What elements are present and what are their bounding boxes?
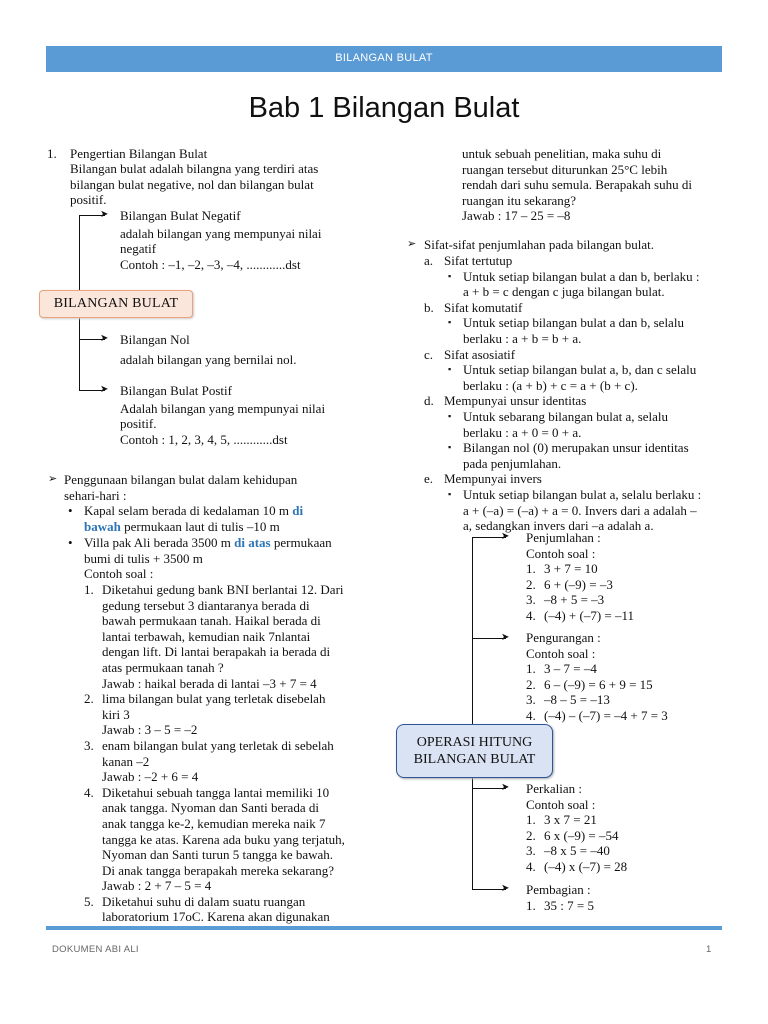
question-item (84, 894, 362, 925)
question-number: 1. (84, 582, 94, 597)
properties-list (424, 253, 722, 534)
pencil-arrow-icon: ➤ (501, 782, 510, 793)
question-line: laboratorium 17oC. Karena akan digunakan (102, 909, 330, 925)
question-line: enam bilangan bulat yang terletak di sebelah (102, 737, 334, 753)
subtraction-block (526, 630, 722, 724)
property-line: Bilangan nol (0) merupakan unsur identitas (463, 440, 689, 456)
property-title: Mempunyai unsur identitas (444, 393, 587, 409)
example-heading: Contoh soal : (526, 645, 596, 661)
question-line: untuk sebuah penelitian, maka suhu di (462, 146, 662, 161)
property-title: Mempunyai invers (444, 471, 542, 487)
item-number: 4. (526, 858, 536, 874)
negative-line: adalah bilangan yang mempunyai nilai (120, 225, 322, 241)
operation-box (396, 724, 553, 778)
positive-line: Adalah bilangan yang mempunyai nilai (120, 400, 326, 416)
usage-example-2 (84, 535, 362, 582)
question-line: bawah permukaan tanah. Haikal berada di (102, 613, 321, 629)
multiplication-block (526, 781, 722, 875)
square-bullet-icon: ▪ (448, 270, 452, 281)
question-number: 2. (84, 691, 94, 707)
question-line: ruangan tersebut diturunkan 25°C lebih (462, 161, 668, 177)
item-number: 3. (526, 692, 536, 708)
tree-trunk-line (472, 537, 473, 724)
question-line: ruangan itu sekarang? (462, 192, 577, 208)
property-item (424, 300, 722, 347)
property-line: a, sedangkan invers dari –a adalah a. (463, 518, 654, 534)
property-line: Untuk sebarang bilangan bulat a, selalu (463, 408, 669, 424)
example-text: Kapal selam berada di kedalaman 10 m (84, 503, 290, 518)
property-item (424, 471, 722, 533)
property-line: berlaku : a + 0 = 0 + a. (463, 424, 582, 440)
header-title: BILANGAN BULAT (335, 52, 433, 65)
answer-line: Jawab : 3 – 5 = –2 (102, 722, 198, 738)
property-line: Untuk setiap bilangan bulat a, selalu berlaku : (463, 486, 702, 502)
arrow-bullet-icon: ➢ (407, 238, 417, 250)
question-line: rendah dari suhu semula. Berapakah suhu di (462, 177, 692, 193)
question-number: 5. (84, 893, 94, 909)
answer-line: Jawab : –2 + 6 = 4 (102, 769, 199, 785)
example-item: 35 : 7 = 5 (544, 897, 594, 913)
question-item (84, 738, 362, 785)
square-bullet-icon: ▪ (448, 442, 452, 453)
item-number: 1. (526, 897, 536, 913)
zero-title: Bilangan Nol (120, 332, 190, 347)
property-line: pada penjumlahan. (463, 455, 562, 471)
bullet-dot-icon: • (68, 503, 73, 518)
example-item: 3 – 7 = –4 (544, 661, 597, 677)
operation-title: Pengurangan : (526, 630, 601, 645)
example-text: bumi di tulis + 3500 m (84, 550, 203, 566)
section-number: 1. (47, 146, 57, 161)
pencil-arrow-icon: ➤ (501, 632, 510, 643)
answer-line: Jawab : 2 + 7 – 5 = 4 (102, 878, 212, 894)
question-line: Nyoman dan Santi turun 5 tangga ke bawah. (102, 847, 334, 863)
usage-heading (64, 472, 364, 503)
example-item: –8 + 5 = –3 (544, 592, 605, 608)
property-letter: d. (424, 393, 434, 409)
box-label: BILANGAN BULAT (413, 752, 536, 767)
property-item (424, 253, 722, 300)
property-item (424, 393, 722, 471)
question-item (84, 582, 362, 691)
property-line: berlaku : a + b = b + a. (463, 330, 582, 346)
property-line: a + b = c dengan c juga bilangan bulat. (463, 284, 665, 300)
question-line: Di anak tangga berapakah mereka sekarang? (102, 862, 335, 878)
example-heading: Contoh soal : (526, 796, 596, 812)
example-heading: Contoh soal : (526, 545, 596, 561)
page-number: 1 (706, 944, 712, 955)
highlight-text: di atas (234, 535, 271, 550)
question-item (84, 691, 362, 738)
property-line: berlaku : (a + b) + c = a + (b + c). (463, 377, 638, 393)
zero-line: adalah bilangan yang bernilai nol. (120, 351, 297, 367)
question-line: anak tangga ke-2, kemudian mereka naik 7 (102, 815, 326, 831)
item-number: 1. (526, 661, 536, 677)
square-bullet-icon: ▪ (448, 317, 452, 328)
positive-example: Contoh : 1, 2, 3, 4, 5, ............dst (120, 431, 288, 447)
positive-title: Bilangan Bulat Postif (120, 383, 232, 398)
item-number: 2. (526, 827, 536, 843)
example-item: 6 x (–9) = –54 (544, 827, 619, 843)
example-text: Villa pak Ali berada 3500 m (84, 535, 231, 550)
usage-line: Penggunaan bilangan bulat dalam kehidupan (64, 472, 298, 487)
tree-trunk-line (472, 776, 473, 889)
question-line: gedung tersebut 3 diantaranya berada di (102, 597, 310, 613)
item-number: 1. (526, 812, 536, 828)
arrow-head-icon: ➤ (100, 384, 109, 395)
box-label: BILANGAN BULAT (53, 296, 179, 312)
example-item: 6 + (–9) = –3 (544, 576, 613, 592)
property-item (424, 347, 722, 394)
negative-block (120, 208, 360, 272)
example-item: 3 + 7 = 10 (544, 561, 598, 577)
property-line: a + (–a) = (–a) + a = 0. Invers dari a adalah – (463, 502, 697, 518)
footer-document-name: DOKUMEN ABI ALI (52, 944, 139, 955)
positive-line: positif. (120, 416, 157, 432)
square-bullet-icon: ▪ (448, 410, 452, 421)
square-bullet-icon: ▪ (448, 488, 452, 499)
question-line: atas permukaan tanah ? (102, 659, 224, 675)
item-number: 2. (526, 576, 536, 592)
answer-line: Jawab : haikal berada di lantai –3 + 7 = 4 (102, 675, 317, 691)
page-title: Bab 1 Bilangan Bulat (248, 92, 520, 124)
positive-block (120, 383, 360, 447)
property-letter: c. (424, 346, 434, 362)
highlight-text: di (292, 503, 304, 518)
question-line: anak tangga. Nyoman dan Santi berada di (102, 800, 319, 816)
question-continuation (462, 146, 721, 224)
question-line: Diketahui suhu di dalam suatu ruangan (102, 893, 306, 909)
operation-title: Pembagian : (526, 882, 591, 897)
footer-bar (46, 926, 722, 930)
pencil-arrow-icon: ➤ (501, 531, 510, 542)
example-item: –8 – 5 = –13 (544, 692, 610, 708)
question-number: 3. (84, 737, 94, 753)
example-text: permukaan laut di tulis –10 m (124, 518, 280, 534)
property-title: Sifat tertutup (444, 253, 513, 268)
operation-title: Perkalian : (526, 781, 582, 796)
question-line: lantai terbawah, kemudian naik 7nlantai (102, 628, 311, 644)
pencil-arrow-icon: ➤ (501, 883, 510, 894)
division-block (526, 882, 722, 913)
example-item: (–4) x (–7) = 28 (544, 858, 628, 874)
question-line: tangga ke atas. Karena ada buku yang terjatuh, (102, 831, 345, 847)
section-title: Pengertian Bilangan Bulat (70, 146, 208, 161)
definition-line: Bilangan bulat adalah bilangna yang terdiri atas (70, 161, 319, 176)
item-number: 3. (526, 843, 536, 859)
arrow-head-icon: ➤ (100, 209, 109, 220)
example-heading: Contoh soal : (84, 566, 154, 582)
negative-example: Contoh : –1, –2, –3, –4, ............dst (120, 256, 301, 272)
bilangan-bulat-box (39, 290, 193, 318)
item-number: 4. (526, 607, 536, 623)
question-line: dengan lift. Di lantai berapakah ia berada di (102, 644, 331, 660)
example-item: 3 x 7 = 21 (544, 812, 597, 828)
bullet-dot-icon: • (68, 535, 73, 550)
item-number: 3. (526, 592, 536, 608)
example-item: (–4) + (–7) = –11 (544, 607, 634, 623)
question-list (84, 582, 362, 925)
property-line: Untuk setiap bilangan bulat a dan b, selalu (463, 315, 684, 331)
property-title: Sifat komutatif (444, 299, 523, 315)
square-bullet-icon: ▪ (448, 364, 452, 375)
definition-text (70, 161, 361, 208)
zero-block (120, 332, 360, 367)
definition-line: bilangan bulat negative, nol dan bilangan bulat (70, 176, 314, 192)
question-number: 4. (84, 784, 94, 800)
answer-line: Jawab : 17 – 25 = –8 (462, 208, 571, 224)
operation-title: Penjumlahan : (526, 530, 601, 545)
question-line: kiri 3 (102, 706, 130, 722)
item-number: 4. (526, 707, 536, 723)
property-title: Sifat asosiatif (444, 346, 516, 362)
highlight-text: bawah (84, 518, 121, 534)
definition-line: positif. (70, 192, 107, 208)
question-line: Diketahui gedung bank BNI berlantai 12. Dari (102, 582, 344, 597)
property-line: Untuk setiap bilangan bulat a, b, dan c selalu (463, 362, 697, 378)
question-line: lima bilangan bulat yang terletak disebelah (102, 691, 326, 707)
negative-line: negatif (120, 241, 157, 257)
box-label: OPERASI HITUNG (416, 735, 533, 750)
question-line: kanan –2 (102, 753, 150, 769)
question-line: Diketahui sebuah tangga lantai memiliki 10 (102, 784, 330, 800)
property-line: Untuk setiap bilangan bulat a dan b, berlaku : (463, 268, 700, 284)
usage-example-1 (84, 503, 362, 534)
property-letter: e. (424, 471, 434, 487)
properties-heading: Sifat-sifat penjumlahan pada bilangan bulat. (424, 237, 654, 252)
example-item: 6 – (–9) = 6 + 9 = 15 (544, 676, 653, 692)
example-item: –8 x 5 = –40 (544, 843, 610, 859)
property-letter: a. (424, 253, 434, 268)
header-bar (46, 46, 722, 72)
arrow-head-icon: ➤ (100, 333, 109, 344)
example-text: permukaan (273, 535, 332, 550)
usage-line: sehari-hari : (64, 487, 127, 503)
question-item (84, 785, 362, 894)
property-letter: b. (424, 299, 434, 315)
item-number: 2. (526, 676, 536, 692)
addition-block (526, 530, 722, 624)
negative-title: Bilangan Bulat Negatif (120, 208, 241, 223)
arrow-bullet-icon: ➢ (48, 473, 58, 485)
example-item: (–4) – (–7) = –4 + 7 = 3 (544, 707, 668, 723)
item-number: 1. (526, 561, 536, 577)
